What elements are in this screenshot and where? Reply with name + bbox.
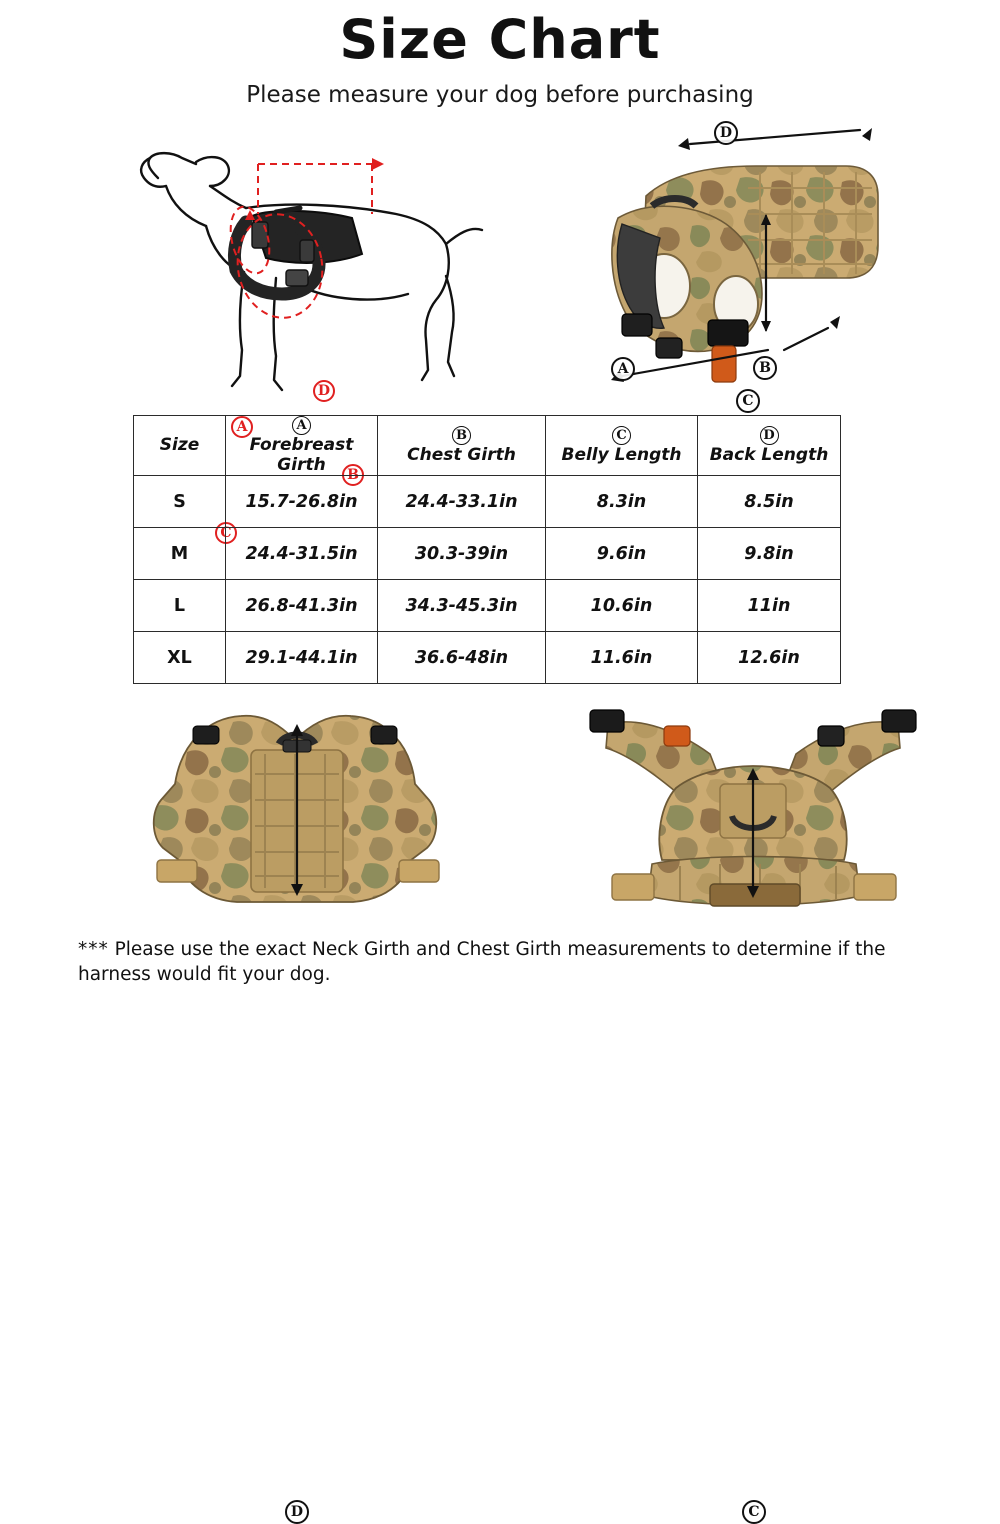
annotation-label-d-bottom: D [285,1500,309,1524]
annotation-label-b-left: B [342,464,364,486]
footnote-stars: *** [78,939,109,960]
annotation-label-d-right-top: D [714,121,738,145]
cell-size: L [134,580,226,632]
cell-forebreast-girth: 15.7-26.8in [226,476,378,528]
header-belly-length [546,416,698,476]
table-row [134,528,841,580]
annotation-label-a-right: A [611,357,635,381]
size-table [133,415,841,684]
cell-forebreast-girth: 24.4-31.5in [226,528,378,580]
annotation-label-a-left: A [231,416,253,438]
cell-size: M [134,528,226,580]
annotation-label-b-right: B [753,356,777,380]
annotation-label-c-bottom: C [742,1500,766,1524]
page-subtitle: Please measure your dog before purchasing [246,82,754,108]
header-a-label: Forebreast Girth [249,435,354,475]
page-title: Size Chart [339,8,661,71]
table-row [134,476,841,528]
cell-back-length: 12.6in [698,632,841,684]
cell-back-length: 8.5in [698,476,841,528]
cell-size: XL [134,632,226,684]
cell-forebreast-girth: 26.8-41.3in [226,580,378,632]
mark-b-icon: B [452,426,471,445]
table-row [134,580,841,632]
arrow-c-right [622,350,768,376]
annotation-label-d-left: D [313,380,335,402]
cell-size: S [134,476,226,528]
footnote [78,938,938,988]
header-d-label: Back Length [709,444,829,465]
harness-flat-back-diagram [115,688,495,933]
header-size [134,416,226,476]
mark-a-icon: A [292,416,311,435]
mark-d-icon: D [760,426,779,445]
cell-chest-girth: 24.4-33.1in [378,476,546,528]
table-row [134,632,841,684]
cell-belly-length: 8.3in [546,476,698,528]
dog-measurement-diagram [0,118,520,408]
cell-chest-girth: 36.6-48in [378,632,546,684]
annotation-label-c-right: C [736,389,760,413]
header-chest-girth [378,416,546,476]
harness-overlay [234,208,362,294]
header-back-length [698,416,841,476]
header-forebreast-girth [226,416,378,476]
annotation-label-c-left: C [215,522,237,544]
mark-c-icon: C [612,426,631,445]
size-table-container [133,415,840,684]
footnote-text: Please use the exact Neck Girth and Chest Girth measurements to determine if the harness would fit your dog. [78,939,886,985]
harness-front-belly-diagram [560,688,950,933]
header-c-label: Belly Length [561,444,682,465]
cell-chest-girth: 30.3-39in [378,528,546,580]
cell-belly-length: 10.6in [546,580,698,632]
cell-back-length: 9.8in [698,528,841,580]
header-size-label: Size [159,434,200,455]
cell-chest-girth: 34.3-45.3in [378,580,546,632]
table-header-row [134,416,841,476]
cell-belly-length: 11.6in [546,632,698,684]
cell-forebreast-girth: 29.1-44.1in [226,632,378,684]
cell-belly-length: 9.6in [546,528,698,580]
cell-back-length: 11in [698,580,841,632]
header-b-label: Chest Girth [407,444,516,465]
